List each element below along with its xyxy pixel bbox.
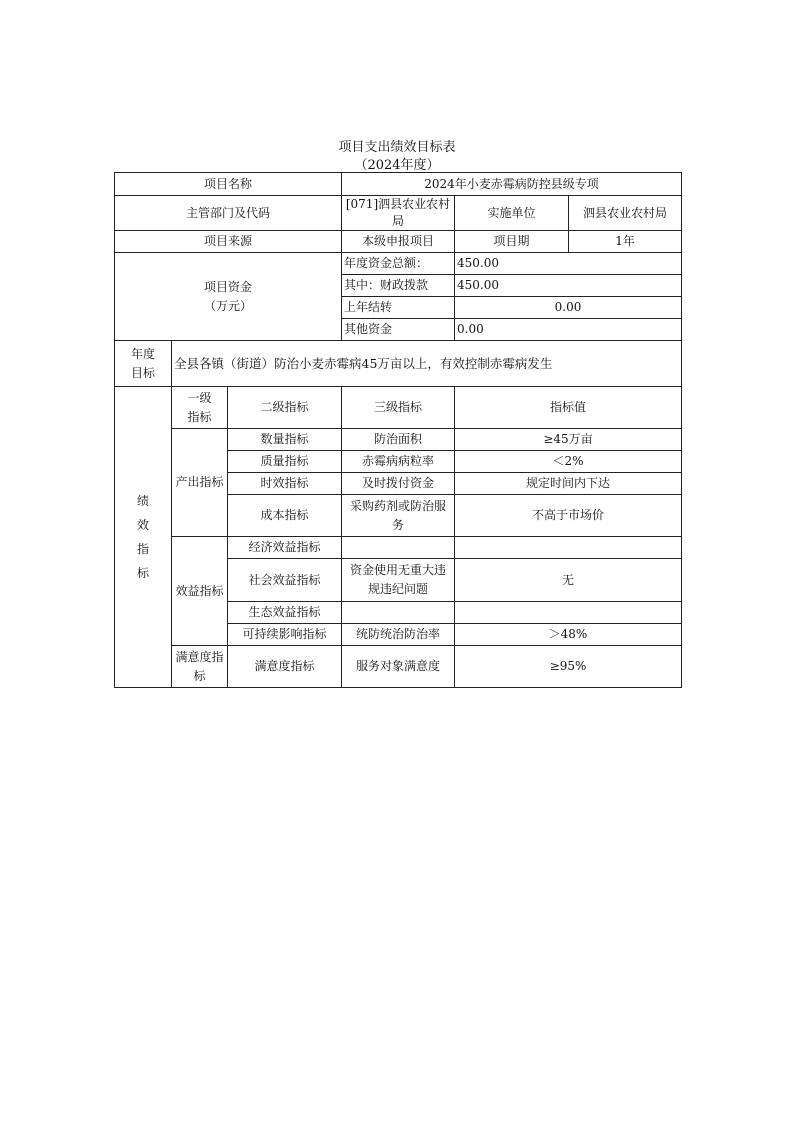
funds-carryover-label: 上年结转 — [342, 297, 455, 319]
funds-carryover-value: 0.00 — [455, 297, 682, 319]
annual-goal-text: 全县各镇（街道）防治小麦赤霉病45万亩以上，有效控制赤霉病发生 — [172, 341, 682, 387]
section-char: 指 — [136, 542, 149, 556]
performance-section-label — [115, 387, 172, 688]
funds-fiscal-label: 其中：财政拨款 — [342, 275, 455, 297]
page-title: 项目支出绩效目标表 — [338, 140, 456, 155]
output-l3: 防治面积 — [342, 429, 455, 451]
output-l2: 质量指标 — [228, 451, 342, 473]
satisfaction-value: ≥95% — [455, 646, 682, 688]
source-value: 本级申报项目 — [342, 231, 455, 253]
benefit-l2: 生态效益指标 — [228, 602, 342, 624]
output-l3-line1: 采购药剂或防治服 — [349, 498, 446, 513]
header-level1-line1: 一级 — [187, 390, 212, 405]
benefit-l2: 可持续影响指标 — [228, 624, 342, 646]
header-level3: 三级指标 — [342, 387, 455, 429]
project-name-value: 2024年小麦赤霉病防控县级专项 — [342, 173, 682, 196]
benefit-indicator-label: 效益指标 — [172, 537, 228, 646]
dept-value: [071]泗县农业农村局 — [342, 196, 455, 231]
funds-total-label: 年度资金总额： — [342, 253, 455, 275]
impl-unit-value: 泗县农业农村局 — [569, 196, 682, 231]
benefit-value: ＞48% — [455, 624, 682, 646]
output-l3 — [342, 495, 455, 537]
header-level1 — [172, 387, 228, 429]
output-value: 规定时间内下达 — [455, 473, 682, 495]
output-l3-line2: 务 — [391, 517, 404, 532]
performance-target-table — [114, 172, 682, 688]
impl-unit-label: 实施单位 — [455, 196, 569, 231]
benefit-l3-line2: 规违纪问题 — [367, 582, 428, 596]
output-l3: 赤霉病病粒率 — [342, 451, 455, 473]
annual-goal-label — [115, 341, 172, 387]
funds-label — [115, 253, 342, 341]
funds-label-line1: 项目资金 — [203, 279, 252, 294]
funds-other-label: 其他资金 — [342, 319, 455, 341]
funds-total-value: 450.00 — [455, 253, 682, 275]
page-subtitle: （2024年度） — [354, 158, 440, 173]
output-l2: 成本指标 — [228, 495, 342, 537]
output-l3: 及时拨付资金 — [342, 473, 455, 495]
satisfaction-l2: 满意度指标 — [228, 646, 342, 688]
header-value: 指标值 — [455, 387, 682, 429]
funds-other-value: 0.00 — [455, 319, 682, 341]
project-name-label: 项目名称 — [115, 173, 342, 196]
funds-label-line2: （万元） — [203, 298, 252, 313]
annual-goal-label-line1: 年度 — [130, 346, 155, 361]
section-char: 绩 — [136, 494, 149, 508]
source-label: 项目来源 — [115, 231, 342, 253]
satisfaction-l3: 服务对象满意度 — [342, 646, 455, 688]
benefit-value — [455, 537, 682, 559]
dept-label: 主管部门及代码 — [115, 196, 342, 231]
benefit-l3 — [342, 559, 455, 602]
benefit-l3 — [342, 537, 455, 559]
benefit-value: 无 — [455, 559, 682, 602]
output-value: ＜2% — [455, 451, 682, 473]
period-label: 项目期 — [455, 231, 569, 253]
benefit-l2: 社会效益指标 — [228, 559, 342, 602]
annual-goal-label-line2: 目标 — [130, 365, 155, 380]
satisfaction-label-line1: 满意度指 — [175, 649, 224, 664]
benefit-l3 — [342, 602, 455, 624]
output-indicator-label: 产出指标 — [172, 429, 228, 537]
benefit-l2: 经济效益指标 — [228, 537, 342, 559]
output-value: 不高于市场价 — [455, 495, 682, 537]
satisfaction-label-line2: 标 — [193, 668, 206, 683]
header-level1-line2: 指标 — [187, 409, 212, 424]
output-value: ≥45万亩 — [455, 429, 682, 451]
period-value: 1年 — [569, 231, 682, 253]
output-l2: 时效指标 — [228, 473, 342, 495]
benefit-value — [455, 602, 682, 624]
section-char: 效 — [136, 518, 149, 532]
section-char: 标 — [136, 566, 149, 580]
benefit-l3-line1: 资金使用无重大违 — [349, 563, 446, 577]
satisfaction-indicator-label — [172, 646, 228, 688]
benefit-l3: 统防统治防治率 — [342, 624, 455, 646]
output-l2: 数量指标 — [228, 429, 342, 451]
header-level2: 二级指标 — [228, 387, 342, 429]
funds-fiscal-value: 450.00 — [455, 275, 682, 297]
